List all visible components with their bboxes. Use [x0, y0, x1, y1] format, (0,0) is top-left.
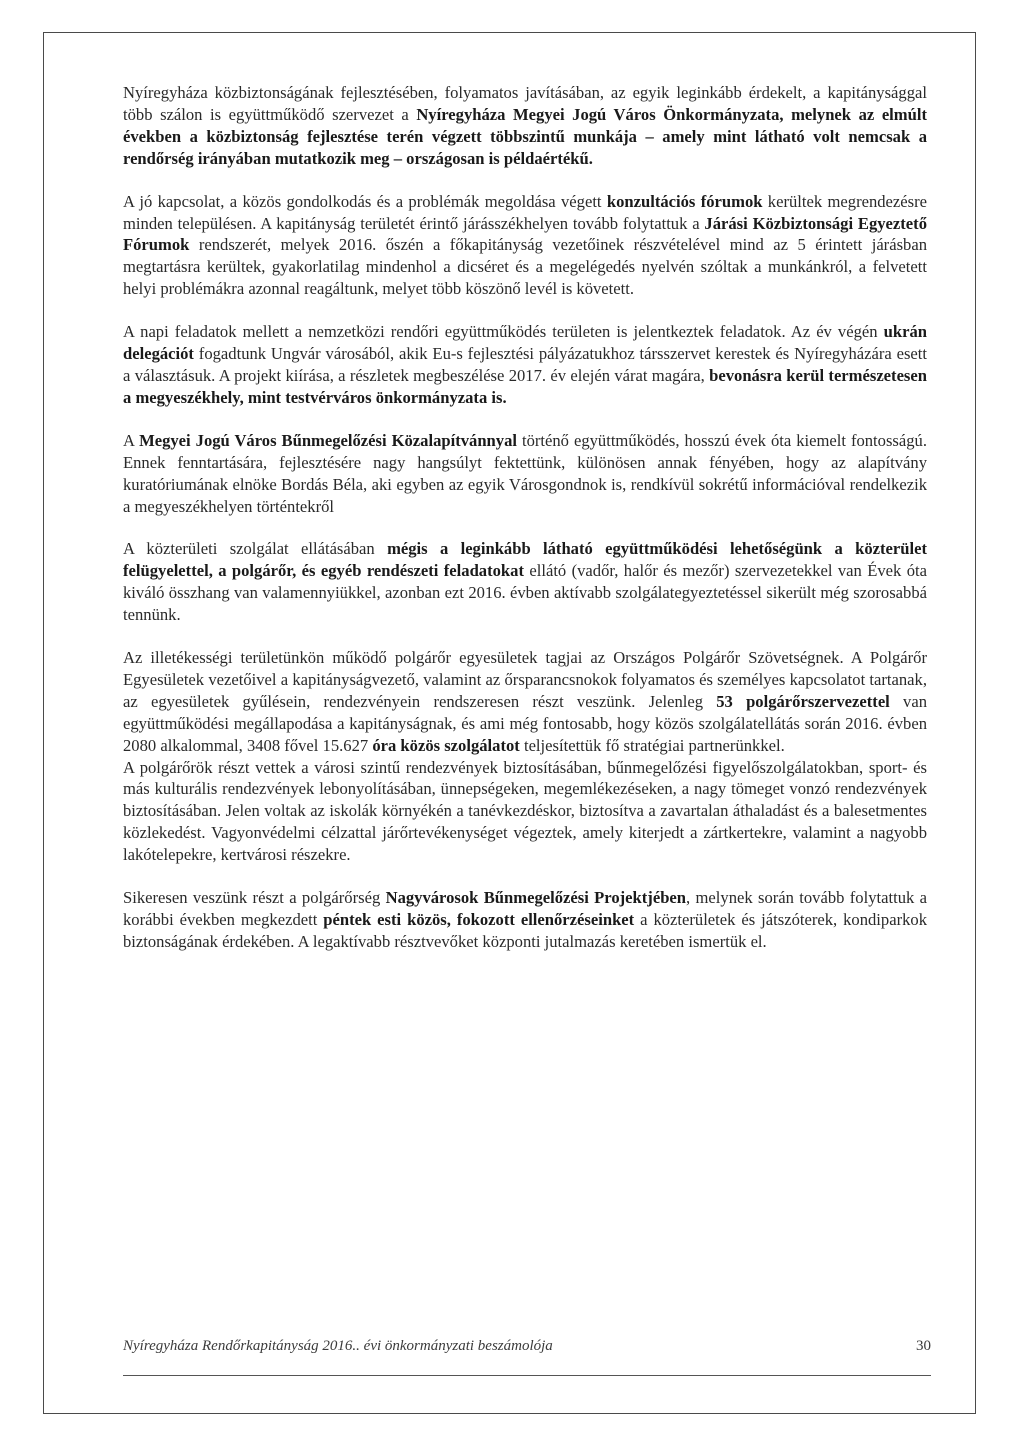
text-run: A polgárőrök részt vettek a városi szintű rendezvények biztosításában, bűnmegelőzési figyelőszolgálatokban, sport- és más kulturális rendezvények lebonyolításában, ünnepségeken, megemlékezéseken, a nagy tömeget vonzó rendezvények biztosításában. Jelen voltak az iskolák környékén a tanévkezdéskor, biztosítva a zavartalan áthaladást és a balesetmentes közlekedést. Vagyonvédelmi célzattal járőrtevékenységet végeztek, amely kiterjedt a zártkertekre, valamint a nagyobb lakótelepekre, kertvárosi részekre. — [123, 757, 927, 865]
text-run: A — [123, 430, 140, 450]
text-run: teljesítettük fő stratégiai partnerünkkel. — [519, 735, 785, 755]
bold-text: Megyei Jogú Város Bűnmegelőzési Közalapítvánnyal — [139, 430, 517, 450]
text-run: Az illetékességi területünkön működő polgárőr egyesületek tagjai az Országos Polgárőr Szövetségnek. A Polgárőr Egyesületek vezetőivel a kapitányságvezető, valamint az őrsparancsnokok folyamatos és személyes kapcsolatot tartanak, az egyesületek gyűlésein, rendezvényein rendszeresen részt veszünk. Jelenleg — [123, 648, 927, 711]
bold-text: péntek esti közös, fokozott ellenőrzéseinket — [323, 910, 635, 929]
text-run: a közterületek és játszóterek, kondiparkok biztonságának érdekében. A legaktívabb résztvevőket központi jutalmazás keretében ismertük el. — [123, 910, 927, 951]
bold-text: Járási Közbiztonsági Egyeztető Fórumok — [123, 213, 927, 255]
document-body — [123, 82, 927, 974]
bold-text: 53 polgárőrszervezettel — [716, 691, 890, 711]
text-run: A napi feladatok mellett a nemzetközi rendőri együttműködés területen is jelentkeztek feladatok. Az év végén — [123, 322, 884, 342]
text-run: történő együttműködés, hosszú évek óta kiemelt fontosságú. Ennek fenntartására, fejlesztésére nagy hangsúlyt fektettünk, különösen annak fényében, hogy az alapítvány kuratóriumának elnöke Bordás Béla, aki egyben az egyik Városgondnok is, rendkívül sokrétű információval rendelkezik a megyeszékhelyen történtekről — [123, 430, 927, 516]
page-number: 30 — [916, 1338, 931, 1354]
bold-text: Nagyvárosok Bűnmegelőzési Projektjében — [385, 888, 687, 908]
page-footer — [123, 1338, 931, 1360]
paragraph-konzultacios-forumok — [123, 191, 927, 301]
footer-title: Nyíregyháza Rendőrkapitányság 2016.. évi önkormányzati beszámolója — [123, 1338, 553, 1354]
text-run: van együttműködési megállapodása a kapitányságnak, és ami még fontosabb, hogy közös szolgálatellátás során 2016. évben 2080 alkalommal, 3408 fővel 15.627 — [123, 691, 927, 755]
paragraph-kozteruleti-szolgalat — [123, 538, 927, 626]
text-run: A közterületi szolgálat ellátásában — [123, 539, 388, 559]
bold-text: konzultációs fórumok — [606, 191, 763, 211]
text-run: , melynek során tovább folytattuk a korábbi években megkezdett — [123, 888, 927, 929]
bold-text: óra közös szolgálatot — [372, 735, 520, 755]
text-run: fogadtunk Ungvár városából, akik Eu-s fejlesztési pályázatukhoz társszervet kerestek és Nyíregyházára esett a választásuk. A projekt kiírása, a részletek megbeszélése 2017. év elején várat magára, — [123, 344, 927, 385]
paragraph-onkormanyzat — [123, 82, 927, 170]
text-run: ellátó (vadőr, halőr és mezőr) szervezetekkel van Évek óta kiváló összhang van valamennyiükkel, azonban ezt 2016. évben aktívabb szolgálategyeztetéssel sikerült még szorosabbá tennünk. — [123, 561, 927, 625]
text-run: kerültek megrendezésre minden településen. A kapitányság területét érintő járásszékhelyen tovább folytattuk a — [123, 191, 927, 233]
bold-text: mégis a leginkább látható együttműködési lehetőségünk a közterület felügyelettel, a polgárőr, és egyéb rendészeti feladatokat — [123, 539, 927, 581]
bold-text: Nyíregyháza Megyei Jogú Város Önkormányzata, melynek az elmúlt években a közbiztonság fejlesztése terén végzett többszintű munkája – amely mint látható volt nemcsak a rendőrség irányában mutatkozik meg – országosan is példaértékű. — [123, 104, 927, 168]
paragraph-polgarorseg — [123, 647, 927, 757]
paragraph-nemzetkozi-egyuttmukodes — [123, 321, 927, 409]
text-run: A jó kapcsolat, a közös gondolkodás és a problémák megoldása végett — [123, 191, 607, 211]
paragraph-bunmegelozesi-projekt — [123, 887, 927, 953]
paragraph-polgarorok-tevekenyseg — [123, 757, 927, 867]
paragraph-kozalapitvany — [123, 430, 927, 518]
bold-text: ukrán delegációt — [123, 322, 927, 364]
text-run: Sikeresen veszünk részt a polgárőrség — [123, 888, 386, 908]
bold-text: bevonásra kerül természetesen a megyeszékhely, mint testvérváros önkormányzata is. — [123, 365, 927, 407]
text-run: Nyíregyháza közbiztonságának fejlesztésében, folyamatos javításában, az egyik leginkább érdekelt, a kapitánysággal több szálon is együttműködő szervezet a — [123, 83, 927, 124]
text-run: rendszerét, melyek 2016. őszén a főkapitányság vezetőinek részvételével mind az 5 érintett járásban megtartásra kerültek, gyakorlatilag mindenhol a dicséret és a megelégedés nyelvén szóltak a munkánkról, a felvetett helyi problémákra azonnal reagáltunk, melyet több köszönő levél is követett. — [123, 235, 927, 299]
footer-divider — [123, 1375, 931, 1376]
